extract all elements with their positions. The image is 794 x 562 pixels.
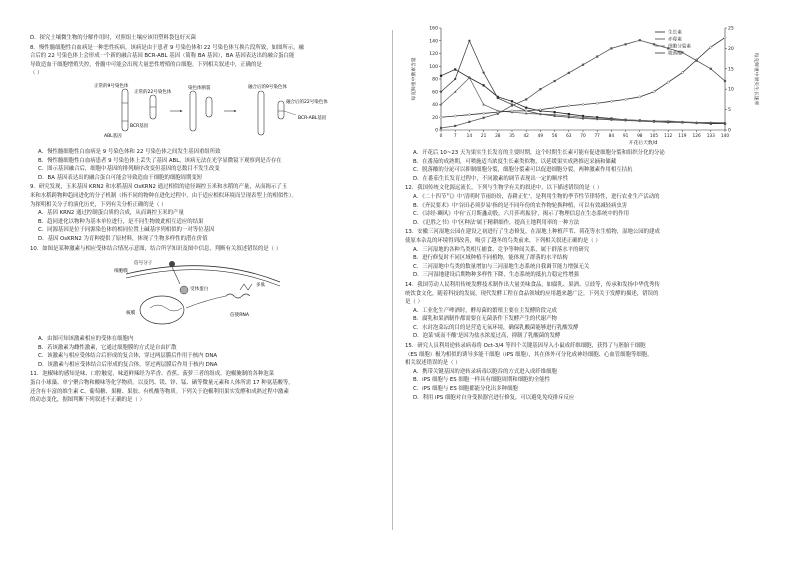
q8-chromosome-figure [30, 81, 382, 145]
x-tick-label: 98 [637, 134, 643, 139]
label-bcr-abl: BCR-ABL基因 [298, 115, 327, 121]
data-point [625, 43, 627, 45]
y-left-tick-label: 20 [432, 115, 438, 121]
data-point [639, 39, 641, 41]
q13-option-c: C．三河湿地中鸟类的数量增加与三河湿地生态系统自我调节能力增强无关 [413, 263, 590, 270]
q11-stem-line: 蛋白小球藻、单宁聚合物和酸味等化学物质。以及钙、镁、锌、锰、硒等微量元素和人体所需 17 种氨基酸等， [30, 380, 294, 387]
y-left-tick-label: 40 [432, 103, 438, 108]
q8-option-b: B．慢性髓细胞性白血病患者 9 号染色体上丢失了基因 ABL，该病无法在光学显微镜下观察到是否存在 [38, 157, 282, 164]
x-tick-label: 91 [622, 134, 629, 139]
data-point [454, 78, 456, 80]
q12-stem-line: 12．我国传统文化源远流长，下列与生物学有关的叙述中，以下描述错误的是（ ） [405, 185, 603, 192]
y-right-tick-label: 5 [728, 108, 731, 114]
q12-option-d: D．《氾胜之书》中'区种法'属于精耕细作，提高土地利用率的一种方法 [413, 219, 580, 226]
q11-stem-line: 还含有丰富的维生素 C、葡萄糖、果糖、果胶、有机酸等物质。下列关于泡椒利用果实发酵和成熟过程中激素 [30, 388, 289, 395]
x-tick-label: 7 [453, 134, 457, 139]
legend-label: 脱落酸 [668, 51, 682, 57]
column-divider [392, 30, 393, 530]
x-tick-label: 14 [466, 134, 473, 139]
x-tick-label: 28 [495, 134, 501, 139]
data-point [468, 113, 471, 116]
q9-option-d: D．基因 OsKRN2 为育种提供了原材料，体现了生物多样性的潜在价值 [38, 235, 208, 242]
data-point [568, 104, 571, 107]
data-point [511, 104, 513, 106]
data-point [440, 116, 443, 119]
q10-cell-figure [30, 256, 382, 332]
label-chr9: 正常的9号染色体 [94, 83, 129, 89]
data-point [454, 68, 456, 70]
label-fused9: 融合后的9号染色体 [248, 84, 287, 90]
q11-stem-line: 11．泡椒味的感知是味、口腔触觉，味道鲜辣经为苹香、香蕉、菠萝三者的组成，泡椒腌制的各种泡菜 [30, 371, 275, 378]
question-11 [30, 370, 382, 404]
y-right-tick-label: 25 [728, 26, 734, 32]
label-bcr: BCR基因 [130, 123, 149, 129]
q11-option-c: C．脱落酸的分泌可以抑制细胞分裂，细胞分裂素可以促进细胞分裂，两种激素作用相互拮抗 [413, 167, 633, 174]
q12-option-c: C．《诗经·豳风》中有'五月斯螽动股，六月莎鸡振羽'，揭示了物理信息在生态系统中的作用 [413, 211, 629, 218]
legend-label: 细胞分裂素 [668, 44, 691, 50]
q11-option-a: A．开花后 10~23 天为果实生长发育的主要时期，这个时期生长素可能有促进细胞分裂和组织分化的分泌 [413, 150, 665, 156]
y-right-tick-label: 0 [728, 128, 731, 134]
q8-option-d: D．BA 基因表达出的融合蛋白可能会导致造血干细胞的细胞周期变短 [38, 174, 203, 181]
q15-option-c: C．iPS 细胞与 ES 细胞都能分化出多种细胞 [413, 386, 518, 393]
data-point [525, 98, 527, 100]
y-left-tick-label: 140 [429, 39, 438, 45]
x-tick-label: 0 [439, 134, 443, 139]
q12-option-b: B．《齐民要术》中'谷田必须岁易'指的是不同年份的农作物轮换种植，可以有效减轻病虫害 [413, 202, 628, 209]
legend-label: 生长素 [668, 30, 682, 36]
q15-stem-line: 相关叙述错误的是（ ） [405, 360, 461, 367]
question-9 [30, 183, 382, 243]
q10-option-a: A．由图可知该激素相应的受体在细胞内 [38, 336, 134, 343]
q11-option-d: D．在番茄生长发育过程中，不同激素的调节表现出一定的顺序性 [413, 175, 569, 182]
q14-stem-line: 统饮食文化，随着科技的发展，现代发酵工程在食品领域的应用越来越广泛。下列关于发酵的描述，错误的 [405, 290, 659, 297]
label-polypeptide: 多肽 [256, 283, 266, 289]
q15-option-d: D．利用 iPS 细胞对自身受损器官进行修复，可以避免免疫排斥反应 [413, 394, 575, 401]
q12-option-a: A．《二十四节气》中'清明时节雨纷纷，春耕正忙'，是利用生物的季节性节律特性，进行农业生产活动的 [413, 193, 660, 200]
data-point [511, 100, 513, 102]
question-13 [405, 228, 765, 280]
data-point [454, 115, 457, 118]
q11-option-b: B．在番茄的成熟期，可喷施适当浓度生长素类似物，以延缓果实成熟推迟采摘和储藏 [413, 158, 617, 165]
data-point [482, 112, 485, 115]
question-15 [405, 342, 765, 402]
data-point [525, 109, 528, 112]
q9-stem-line: 米和水稻跨物种趋同进化的分子机制（指不同的物种在进化过程中，由于适应相似环境而呈现表型上的相似性）。 [30, 192, 297, 199]
x-tick-label: 105 [649, 134, 659, 139]
q8-stem-line: 8．慢性髓细胞性白血病是一种恶性疾病，该病是由于患者 9 号染色体和 22 号染色体互换片段所致，如图所示，融 [30, 44, 304, 51]
x-tick-label: 77 [594, 134, 600, 139]
data-point [639, 95, 642, 98]
hormone-line-chart [405, 22, 765, 146]
q13-option-b: B．进行修复时不同区域种植不同植物，能体现了群落的水平结构 [413, 255, 568, 262]
q11-hormone-chart [405, 22, 765, 146]
y-left-tick-label: 120 [429, 52, 438, 57]
question-12 [405, 184, 765, 227]
label-membrane: 细胞膜 [114, 269, 128, 275]
q14-option-c: C．水封泡菜坛的目的是营造无氧环境，确保乳酸菌能够进行乳酸发酵 [413, 324, 579, 331]
label-fused22: 融合后的22号染色体 [286, 99, 328, 105]
y-right-tick-label: 15 [728, 67, 734, 73]
q9-option-a: A．基因 KRN2 通过控制蛋白质的合成，从而调控玉米的产量 [38, 210, 184, 217]
q13-stem-line: 使原本杂乱的环境得到改善，吸引了越冬的鸟类前来，下列相关叙述正确的是（ ） [405, 237, 601, 244]
x-tick-label: 70 [580, 134, 586, 139]
y-right-tick-label: 20 [728, 46, 734, 52]
data-point [568, 72, 570, 74]
q14-option-d: D．泡菜'咸而不酸'是因为盐水浓度过高，抑制了乳酸菌的发酵 [413, 333, 561, 340]
q9-stem-line: 9．研究发现，玉米基因 KRN2 和水稻基因 OsKRN2 通过相似的途径调控玉米和水稻的产量，从而揭示了玉 [30, 184, 288, 191]
q10-option-c: C．该激素与相应受体结合后形成的复合体，穿过两层膜后作用于核内 DNA [38, 353, 218, 360]
label-abl: ABL基因 [104, 133, 122, 139]
data-point [468, 121, 470, 123]
question-14 [405, 281, 765, 341]
data-point [483, 72, 485, 74]
q15-stem-line: （ES 细胞）极为相似的诱导多能干细胞（iPS 细胞），其在体外可分化成神经细胞、心血管细胞等细胞， [405, 351, 653, 358]
data-point [582, 64, 584, 66]
data-point [596, 55, 598, 57]
data-point [440, 127, 442, 129]
data-point [653, 43, 655, 45]
y-left-axis-label: 每克鲜重中激素含量 [412, 57, 417, 101]
data-point [710, 68, 712, 70]
q15-option-a: A．携带关键基因的逆转录病毒以胞吞的方式进入成纤维细胞 [413, 368, 557, 375]
q14-stem-line: 14．我国劳动人民利用传统发酵技术制作出大量美味食品，如腐乳、果酒、豆豉等，传承和发扬中华优秀传 [405, 281, 660, 288]
x-tick-label: 42 [523, 134, 529, 139]
q9-option-b: B．趋同进化以物种为基本单位进行，是不同生物彼此相互适应的结果 [38, 218, 204, 225]
prev-option-d: D．探究土壤微生物的分解作用时，对照组土壤应该用塑料袋包好灭菌 [30, 35, 196, 41]
q14-stem-line: 是（ ） [405, 299, 423, 306]
y-left-tick-label: 0 [435, 128, 438, 134]
label-signal: 信号分子 [134, 261, 153, 267]
data-point [525, 107, 527, 109]
data-point [468, 40, 470, 42]
q14-option-b: B．腐乳和果酒制作都需要在无菌条件下发酵产生的代谢产物 [413, 316, 557, 323]
label-nucleus: 核膜 [126, 311, 136, 317]
x-tick-label: 35 [509, 134, 515, 139]
label-chr22: 正常的22号染色体 [134, 89, 172, 95]
question-8 [30, 44, 382, 183]
x-tick-label: 140 [720, 134, 730, 139]
y-right-tick-label: 10 [728, 87, 734, 93]
data-point [582, 103, 585, 106]
data-point [696, 60, 698, 62]
q13-option-a: A．三河湿地的各种鸟类相互捕食、竞争等种间关系，属于群落水平的研究 [413, 246, 590, 253]
q10-option-d: D．该激素与相应受体结合后形成的复合体，穿过两层膜后作用于核内 DNA [38, 361, 218, 368]
data-point [483, 117, 485, 119]
y-right-axis-label: 每克鲜重中果实生长速率 [753, 52, 758, 106]
q15-option-b: B．iPS 细胞与 ES 细胞一样具有细胞周期和细胞的全能性 [413, 377, 551, 384]
q8-stem-line: （ ） [30, 70, 43, 77]
x-tick-label: 56 [551, 134, 558, 139]
data-point [724, 80, 726, 82]
data-point [554, 80, 556, 82]
x-tick-label: 63 [566, 134, 572, 139]
label-break: 染色体断裂 [188, 85, 211, 91]
q15-stem-line: 15．研究人员利用逆转录病毒将 Oct-3/4 等四个关键基因导入小鼠成纤维细胞，获得了与胚胎干细胞 [405, 343, 646, 350]
q13-option-d: D．三河湿地建设后期物种多样性下降，生态系统的抵抗力稳定性增强 [413, 272, 579, 279]
q10-option-b: B．若该激素为雌性激素，它通过细胞膜的方式是自由扩散 [38, 344, 177, 351]
x-axis-label: 开花后天数/d [628, 141, 658, 146]
q14-option-a: A．工业化生产啤酒时，酵母菌的繁殖主要在主发酵阶段完成 [413, 307, 557, 314]
q8-option-c: C．图示基因融合后，细胞中基因的排列顺序改变但基因的总数目不发生改变 [38, 166, 220, 173]
data-point [539, 88, 541, 90]
data-point [483, 84, 485, 86]
q11-stem-line: 的动态变化，据图判断下列叙述不正确的是（ ） [30, 397, 145, 404]
data-point [624, 98, 627, 101]
y-left-tick-label: 60 [432, 90, 438, 96]
data-point [553, 106, 556, 109]
x-tick-label: 133 [706, 134, 715, 139]
q8-stem-line: 合后的 22 号染色体上会形成一个新的融合基因 BCR-ABL 基因（简称 BA 基因），BA 基因表达出的融合蛋白能 [30, 53, 295, 60]
q10-stem-line: 10．如图是某种激素与相应受体结合情况示意图，结合所学知识及图中信息，判断有关叙述错误的是（ ） [30, 245, 282, 252]
q13-stem-line: 13．安徽三河湿地公园在建设之初进行了生态修复，在湿地上种植芦苇、荷花等水生植物，湿地公园的建成 [405, 229, 660, 236]
y-left-tick-label: 80 [432, 77, 438, 83]
data-point [610, 47, 612, 49]
y-left-tick-label: 160 [429, 26, 438, 32]
label-receptor: 受体蛋白 [190, 287, 209, 293]
q8-option-a: A．慢性髓细胞性白血病是 9 号染色体和 22 号染色体之间发生基因重组所致 [38, 148, 221, 155]
y-left-tick-label: 100 [429, 64, 438, 70]
data-point [497, 97, 499, 99]
q9-stem-line: 为探明相关分子的演化历史，下列有关分析正确的是（ ） [30, 201, 167, 208]
data-point [497, 113, 499, 115]
data-point [610, 100, 613, 103]
data-point [596, 102, 599, 105]
data-point [454, 125, 456, 127]
q9-option-c: C．同源基因是位于同源染色体的相同位置上碱基序列相似的一对等位基因 [38, 227, 215, 234]
legend-label: 赤霉素 [668, 37, 682, 43]
q8-stem-line: 导致造血干细胞增殖失控，骨髓中可能会出现大量恶性增殖的白细胞。下列相关叙述中，正确的是 [30, 61, 262, 68]
question-10 [30, 245, 382, 370]
right-column [405, 22, 765, 402]
left-column [30, 34, 382, 405]
x-tick-label: 49 [537, 134, 544, 139]
x-tick-label: 112 [664, 134, 673, 139]
x-tick-label: 126 [692, 134, 701, 139]
data-point [440, 91, 442, 93]
data-point [440, 75, 442, 77]
label-mrna: 信使RNA [230, 313, 249, 319]
x-tick-label: 21 [480, 134, 487, 139]
data-point [554, 111, 556, 113]
x-tick-label: 84 [608, 134, 615, 139]
x-tick-label: 119 [678, 134, 687, 139]
